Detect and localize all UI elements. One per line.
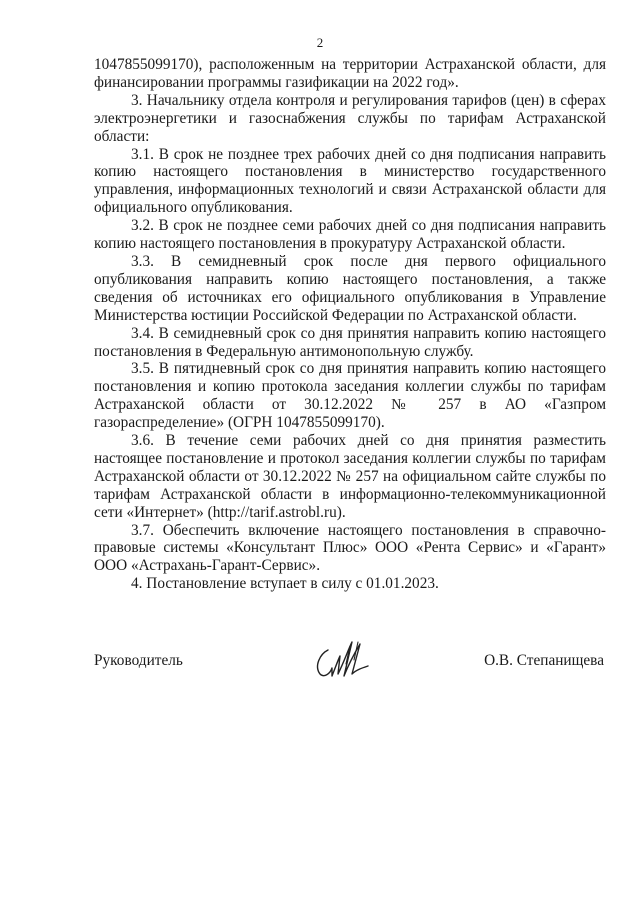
paragraph-continuation: 1047855099170), расположенным на территории Астраханской области, для финансировании программы газификации на 2022 год». [94,56,606,91]
paragraph-item-3: 3. Начальнику отдела контроля и регулирования тарифов (цен) в сферах электроэнергетики и газоснабжения службы по тарифам Астраханской области: [94,91,606,145]
paragraph-item-3-7: 3.7. Обеспечить включение настоящего постановления в справочно-правовые системы «Консультант Плюс» ООО «Рента Сервис» и «Гарант» ООО «Астрахань-Гарант-Сервис». [94,521,606,575]
paragraph-item-3-2: 3.2. В срок не позднее семи рабочих дней со дня подписания направить копию настоящего постановления в прокуратуру Астраханской области. [94,217,606,253]
paragraph-item-3-3: 3.3. В семидневный срок после дня первого официального опубликования направить копию настоящего постановления, а также сведения об источниках его официального опубликования в Управление Министерства юстиции Российской Федерации по Астраханской области. [94,252,606,324]
signatory-title: Руководитель [94,652,183,669]
paragraph-item-3-1: 3.1. В срок не позднее трех рабочих дней со дня подписания направить копию настоящего постановления в министерство государственного управления, информационных технологий и связи Астраханской области для официального опубликования. [94,145,606,217]
paragraph-item-3-5: 3.5. В пятидневный срок со дня принятия направить копию настоящего постановления и копию протокола заседания коллегии службы по тарифам Астраханской области от 30.12.2022 № 257 в АО «Газпром газораспределение» (ОГРН 1047855099170). [94,360,606,432]
page-number: 2 [316,35,324,50]
document-body [94,56,606,593]
paragraph-item-3-4: 3.4. В семидневный срок со дня принятия направить копию настоящего постановления в Федеральную антимонопольную службу. [94,324,606,360]
paragraph-item-4: 4. Постановление вступает в силу с 01.01.2023. [131,575,439,593]
handwritten-signature-icon [306,636,386,686]
signature-block [94,636,606,686]
signatory-name: О.В. Степанищева [484,652,604,669]
paragraph-item-3-6: 3.6. В течение семи рабочих дней со дня принятия разместить настоящее постановление и протокол заседания коллегии службы по тарифам Астраханской области от 30.12.2022 № 257 на официальном сайте службы по тарифам Астраханской области в информационно-телекоммуникационной сети «Интернет» (http://tarif.astrobl.ru). [94,432,606,521]
